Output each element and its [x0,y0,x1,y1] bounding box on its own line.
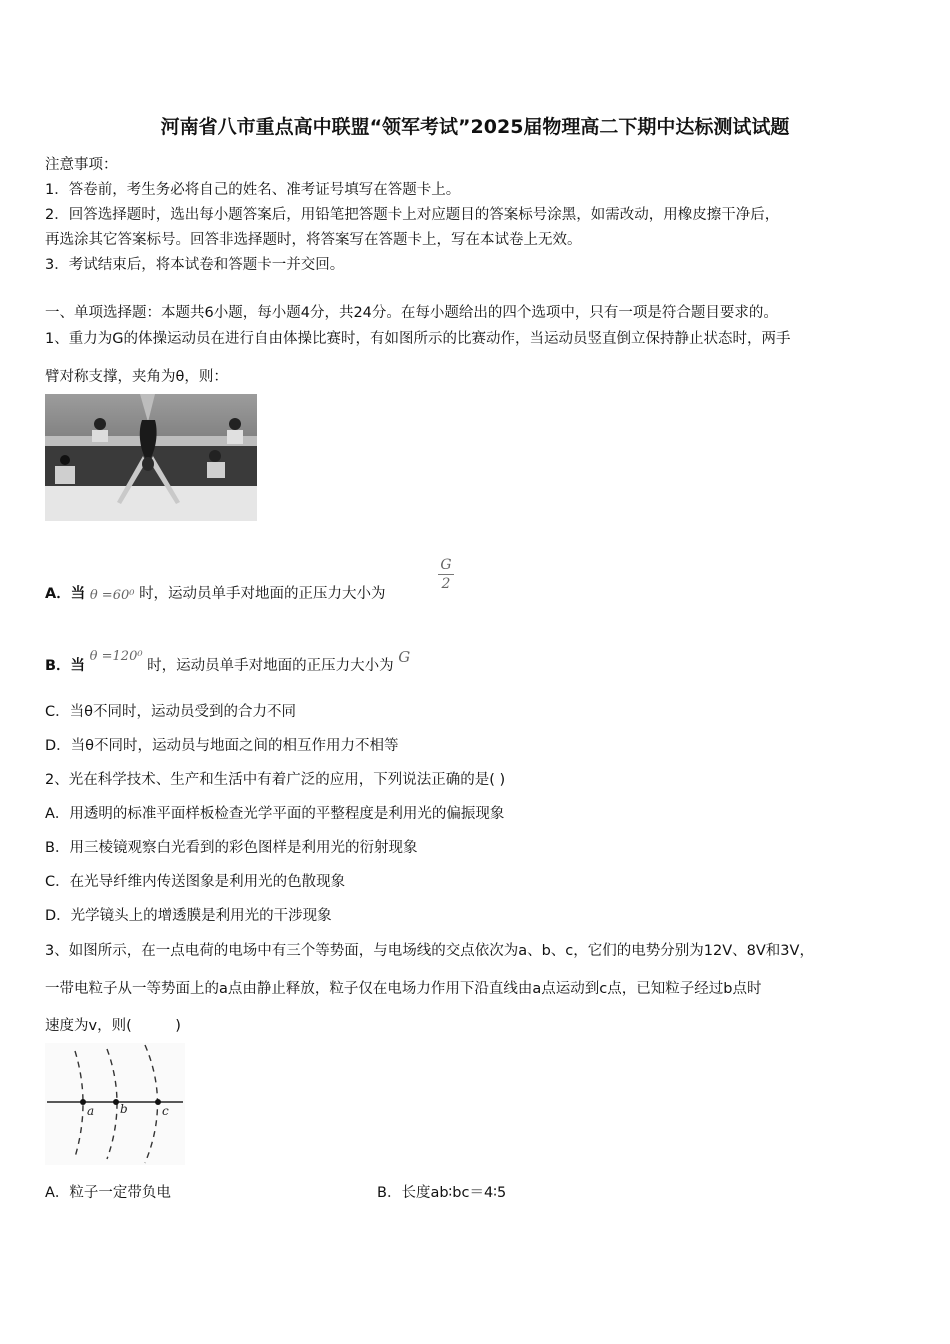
q2-option-c: C．在光导纤维内传送图象是利用光的色散现象 [45,874,346,890]
q1-stem-line1: 1、重力为G的体操运动员在进行自由体操比赛时，有如图所示的比赛动作，当运动员竖直倒立保持静止状态时，两手 [45,331,791,347]
q3-stem-line2: 一带电粒子从一等势面上的a点由静止释放，粒子仅在电场力作用下沿直线由a点运动到c点，已知粒子经过b点时 [45,981,762,997]
q1-option-a [45,582,386,603]
q1-option-d: D．当θ不同时，运动员与地面之间的相互作用力不相等 [45,738,399,754]
q3-option-b: B．长度ab∶bc＝4∶5 [377,1185,507,1201]
notice-heading: 注意事项： [45,157,118,173]
q1-stem-line2: 臂对称支撑，夹角为θ，则： [45,369,228,385]
page-title: 河南省八市重点高中联盟“领军考试”2025届物理高二下期中达标测试试题 [160,116,790,138]
q1-option-a-prefix: A．当 [45,586,86,602]
fraction-numerator: G [440,557,452,573]
label-b: b [120,1102,128,1116]
point-b [113,1099,119,1105]
label-c: c [162,1104,169,1118]
q1-option-b-g: G [398,648,411,666]
q1-option-b-prefix: B．当 [45,658,86,674]
notice-item: 3．考试结束后，将本试卷和答题卡一并交回。 [45,257,345,273]
q1-option-a-fraction [438,556,454,593]
notice-item: 1．答卷前，考生务必将自己的姓名、准考证号填写在答题卡上。 [45,182,461,198]
notice-item: 2．回答选择题时，选出每小题答案后，用铅笔把答题卡上对应题目的答案标号涂黑，如需改动，用橡皮擦干净后， [45,207,780,223]
q1-option-a-text: 时，运动员单手对地面的正压力大小为 [139,586,386,602]
q2-option-a: A．用透明的标准平面样板检查光学平面的平整程度是利用光的偏振现象 [45,806,505,822]
q2-stem: 2、光在科学技术、生产和生活中有着广泛的应用，下列说法正确的是( ) [45,772,506,788]
q1-option-b-text: 时，运动员单手对地面的正压力大小为 [147,658,394,674]
q1-option-b-math: θ =120⁰ [89,649,143,664]
q2-option-d: D．光学镜头上的增透膜是利用光的干涉现象 [45,908,332,924]
gymnast-photo [45,394,257,521]
point-c [155,1099,161,1105]
q3-stem-line3: 速度为v，则( ) [45,1018,181,1034]
q1-option-a-math: θ =60⁰ [89,588,135,603]
label-a: a [87,1104,95,1118]
q2-option-b: B．用三棱镜观察白光看到的彩色图样是利用光的衍射现象 [45,840,418,856]
notice-item: 再选涂其它答案标号。回答非选择题时，将答案写在答题卡上，写在本试卷上无效。 [45,232,582,248]
q3-option-a: A．粒子一定带负电 [45,1185,171,1201]
fraction-denominator: 2 [441,576,451,592]
q1-option-b [45,648,411,675]
q3-stem-line1: 3、如图所示，在一点电荷的电场中有三个等势面，与电场线的交点依次为a、b、c，它们的电势分别为12V、8V和3V， [45,943,814,959]
point-a [80,1099,86,1105]
section-heading: 一、单项选择题：本题共6小题，每小题4分，共24分。在每小题给出的四个选项中，只有一项是符合题目要求的。 [45,305,778,321]
equipotential-figure [45,1043,185,1165]
q1-option-c: C．当θ不同时，运动员受到的合力不同 [45,704,296,720]
